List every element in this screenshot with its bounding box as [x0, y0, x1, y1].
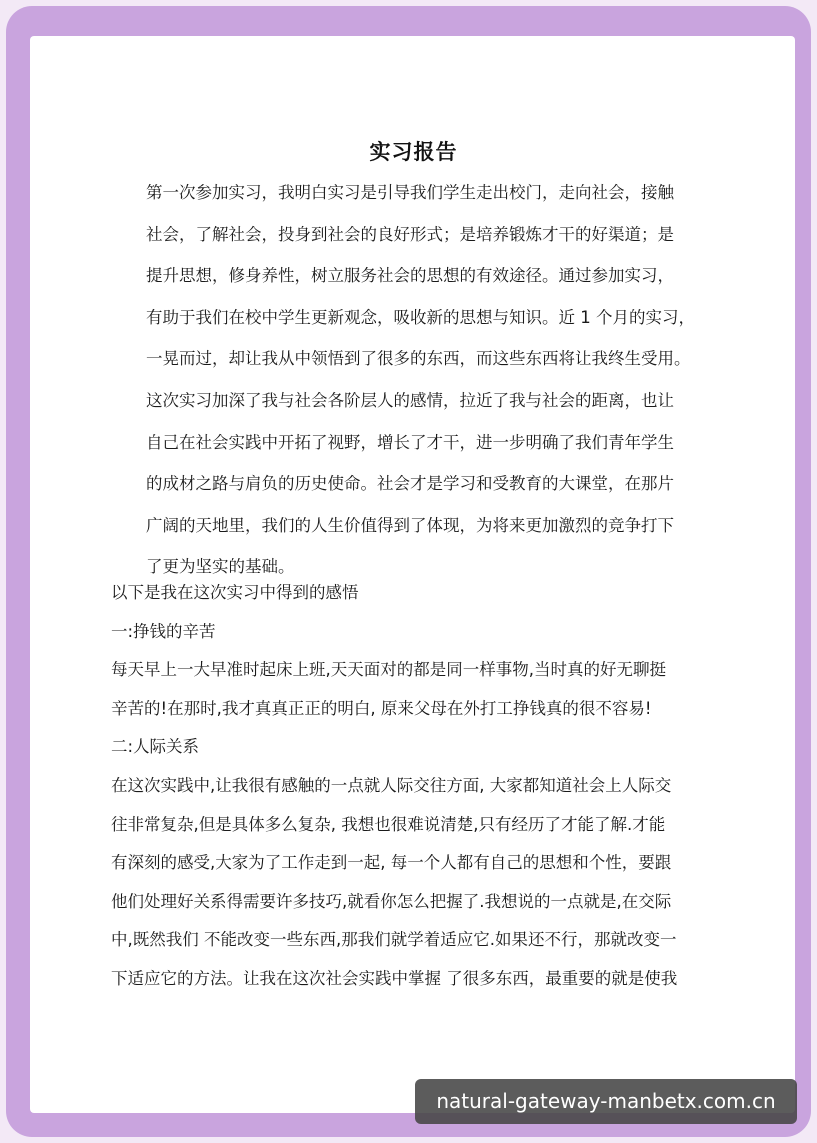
- text-line: 中,既然我们 不能改变一些东西,那我们就学着适应它.如果还不行，那就改变一: [111, 930, 677, 950]
- text-line: 的成材之路与肩负的历史使命。社会才是学习和受教育的大课堂，在那片: [146, 474, 674, 494]
- text-line: 一晃而过，却让我从中领悟到了很多的东西，而这些东西将让我终生受用。: [146, 349, 691, 369]
- text-line: 这次实习加深了我与社会各阶层人的感情，拉近了我与社会的距离，也让: [146, 390, 674, 410]
- text-line: 在这次实践中,让我很有感触的一点就人际交往方面, 大家都知道社会上人际交: [111, 775, 672, 795]
- text-line: 有助于我们在校中学生更新观念，吸收新的思想与知识。近 1 个月的实习，: [146, 307, 695, 327]
- section-heading: 一:挣钱的辛苦: [111, 621, 216, 641]
- text-line: 下适应它的方法。让我在这次社会实践中掌握 了很多东西，最重要的就是使我: [111, 968, 678, 988]
- text-line: 每天早上一大早准时起床上班,天天面对的都是同一样事物,当时真的好无聊挺: [111, 660, 666, 680]
- watermark-label: natural-gateway-manbetx.com.cn: [415, 1079, 797, 1124]
- text-line: 他们处理好关系得需要许多技巧,就看你怎么把握了.我想说的一点就是,在交际: [111, 891, 672, 911]
- section-heading: 二:人际关系: [111, 737, 200, 757]
- text-line: 第一次参加实习，我明白实习是引导我们学生走出校门，走向社会，接触: [146, 183, 674, 202]
- text-line: 有深刻的感受,大家为了工作走到一起, 每一个人都有自己的思想和个性，要跟: [111, 853, 672, 873]
- document-title: 实习报告: [369, 140, 458, 164]
- body-text: [111, 574, 736, 999]
- text-line: 自己在社会实践中开拓了视野，增长了才干，进一步明确了我们青年学生: [146, 432, 674, 452]
- text-line: 提升思想，修身养性，树立服务社会的思想的有效途径。通过参加实习，: [146, 266, 674, 286]
- section-intro-line: 以下是我在这次实习中得到的感悟: [111, 583, 359, 602]
- text-line: 往非常复杂,但是具体多么复杂, 我想也很难说清楚,只有经历了才能了解.才能: [111, 814, 666, 834]
- text-line: 了更为坚实的基础。: [146, 557, 295, 577]
- text-line: 广阔的天地里，我们的人生价值得到了体现，为将来更加激烈的竞争打下: [146, 515, 674, 535]
- text-line: 辛苦的!在那时,我才真真正正的明白, 原来父母在外打工挣钱真的很不容易!: [111, 698, 652, 718]
- intro-paragraph: [146, 172, 736, 588]
- text-line: 社会，了解社会，投身到社会的良好形式；是培养锻炼才干的好渠道；是: [146, 224, 674, 244]
